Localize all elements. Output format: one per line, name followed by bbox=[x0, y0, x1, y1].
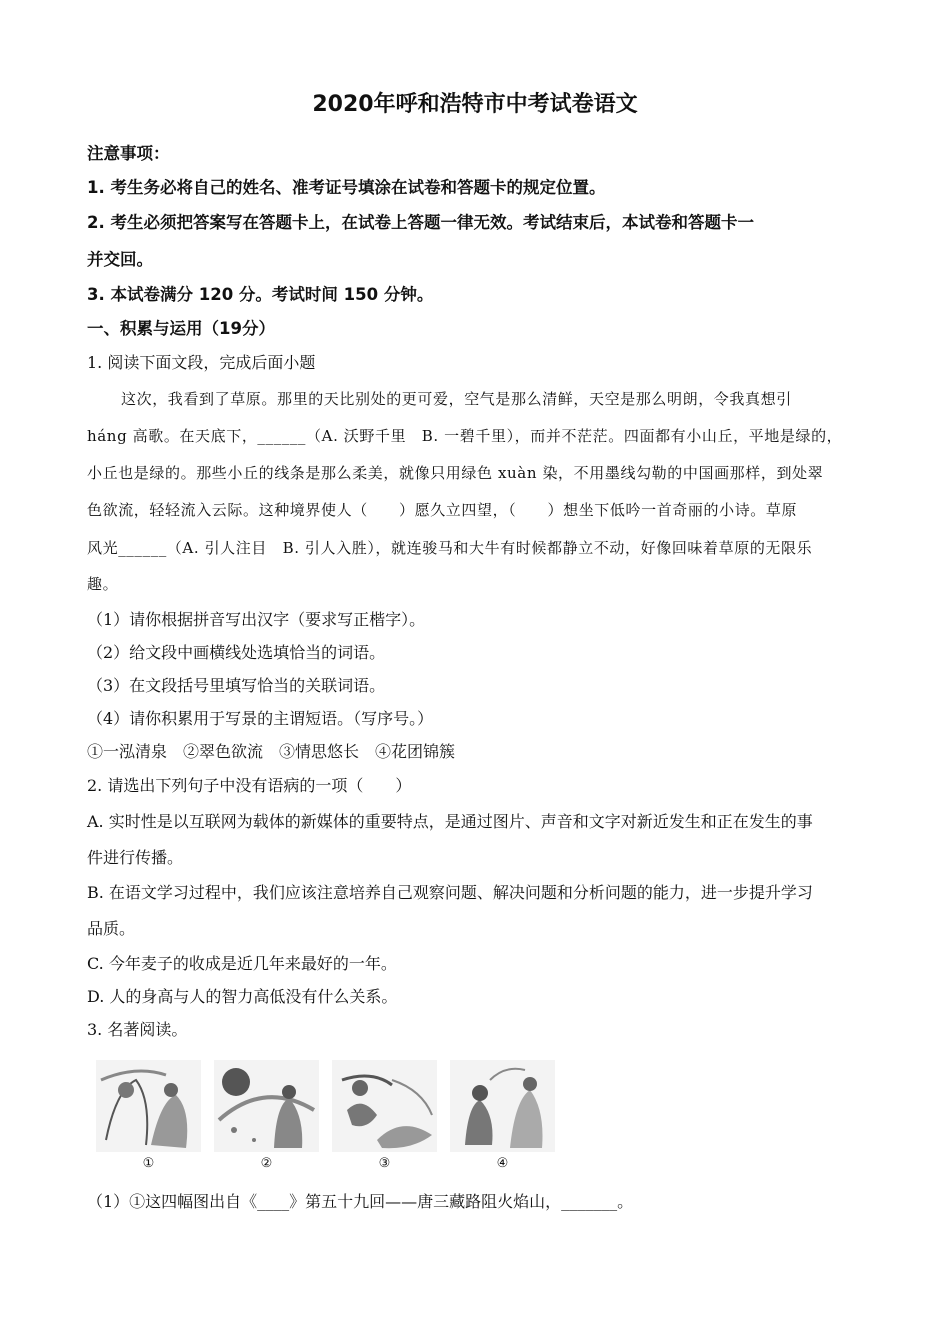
q2-prompt: 2. 请选出下列句子中没有语病的一项（ ） bbox=[87, 776, 412, 795]
illustration-strip bbox=[96, 1060, 556, 1172]
notice-item-2-cont: 并交回。 bbox=[87, 250, 153, 269]
illustration-1 bbox=[96, 1060, 201, 1152]
notice-item-3: 3. 本试卷满分 120 分。考试时间 150 分钟。 bbox=[87, 285, 434, 304]
q2-option-a: A. 实时性是以互联网为载体的新媒体的重要特点，是通过图片、声音和文字对新近发生和正在发生的事 bbox=[87, 812, 813, 831]
notice-heading: 注意事项： bbox=[87, 144, 170, 163]
q1-sub-1: （1）请你根据拼音写出汉字（要求写正楷字）。 bbox=[87, 610, 426, 629]
passage-line-6: 趣。 bbox=[87, 575, 119, 593]
illustration-4 bbox=[450, 1060, 555, 1152]
page-title: 2020年呼和浩特市中考试卷语文 bbox=[312, 92, 638, 117]
notice-item-2: 2. 考生必须把答案写在答题卡上，在试卷上答题一律无效。考试结束后，本试卷和答题卡一 bbox=[87, 213, 754, 232]
passage-line-2: háng 高歌。在天底下，______（A. 沃野千里 B. 一碧千里），而并不茫茫。四面都有小山丘，平地是绿的， bbox=[87, 427, 843, 445]
q3-prompt: 3. 名著阅读。 bbox=[87, 1020, 188, 1039]
q3-sub-1: （1）①这四幅图出自《____》第五十九回——唐三藏路阻火焰山，_______。 bbox=[87, 1192, 634, 1211]
section-heading: 一、积累与运用（19分） bbox=[87, 319, 275, 338]
q2-option-b: B. 在语文学习过程中，我们应该注意培养自己观察问题、解决问题和分析问题的能力，进一步提升学习 bbox=[87, 883, 813, 902]
q1-prompt: 1. 阅读下面文段，完成后面小题 bbox=[87, 353, 316, 372]
q1-options: ①一泓清泉 ②翠色欲流 ③情思悠长 ④花团锦簇 bbox=[87, 742, 456, 761]
caption-2: ② bbox=[260, 1156, 273, 1171]
notice-item-1: 1. 考生务必将自己的姓名、准考证号填涂在试卷和答题卡的规定位置。 bbox=[87, 178, 606, 197]
passage-line-3: 小丘也是绿的。那些小丘的线条是那么柔美，就像只用绿色 xuàn 染，不用墨线勾勒的中国画那样，到处翠 bbox=[87, 464, 824, 482]
caption-1: ① bbox=[142, 1156, 155, 1171]
passage-line-1: 这次，我看到了草原。那里的天比别处的更可爱，空气是那么清鲜，天空是那么明朗，令我真想引 bbox=[121, 390, 792, 408]
illustration-2 bbox=[214, 1060, 319, 1152]
q2-option-c: C. 今年麦子的收成是近几年来最好的一年。 bbox=[87, 954, 397, 973]
passage-line-5: 风光______（A. 引人注目 B. 引人入胜），就连骏马和大牛有时候都静立不动，好像回味着草原的无限乐 bbox=[87, 539, 813, 557]
caption-4: ④ bbox=[496, 1156, 509, 1171]
q2-option-d: D. 人的身高与人的智力高低没有什么关系。 bbox=[87, 987, 398, 1006]
illustration-3 bbox=[332, 1060, 437, 1152]
q2-option-b-cont: 品质。 bbox=[87, 919, 136, 938]
q2-option-a-cont: 件进行传播。 bbox=[87, 848, 184, 867]
q1-sub-2: （2）给文段中画横线处选填恰当的词语。 bbox=[87, 643, 386, 662]
caption-3: ③ bbox=[378, 1156, 391, 1171]
q1-sub-4: （4）请你积累用于写景的主谓短语。（写序号。） bbox=[87, 709, 434, 728]
passage-line-4: 色欲流，轻轻流入云际。这种境界使人（ ）愿久立四望，（ ）想坐下低吟一首奇丽的小诗。草原 bbox=[87, 501, 798, 519]
q1-sub-3: （3）在文段括号里填写恰当的关联词语。 bbox=[87, 676, 386, 695]
